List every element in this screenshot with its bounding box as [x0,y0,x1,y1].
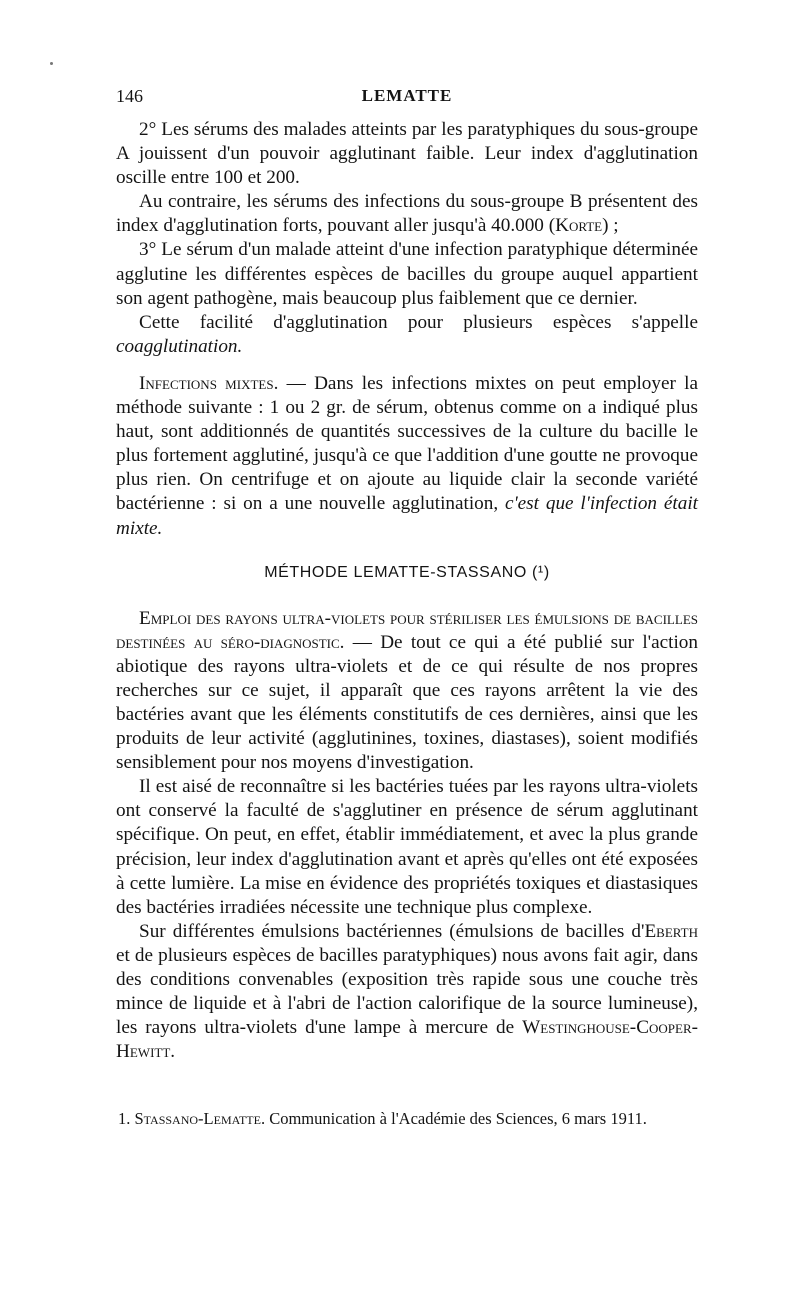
run-in-heading: Infections mixtes. [139,372,279,394]
run-in-heading: Emploi des rayons ultra-violets pour stériliser les émulsions de bacilles destinées au séro-diagnostic. [116,607,698,653]
running-title: LEMATTE [361,86,453,105]
paragraph-coagglutination [116,311,698,359]
section-title-text: MÉTHODE LEMATTE-STASSANO [264,563,527,581]
paragraph-sous-groupe-b [116,190,698,238]
footnote-text: . Communication à l'Académie des Sciences, 6 mars 1911. [260,1109,647,1128]
section-title [116,564,698,582]
footnote-number: 1. [118,1109,131,1128]
author-name: Korte [555,215,603,237]
paragraph-reconnaitre: Il est aisé de reconnaître si les bactéries tuées par les rayons ultra-violets ont conservé la faculté de s'agglutiner en présence de sérum agglutinant spécifique. On peut, en effet, établir immédiatement, et avec la plus grande précision, leur index d'agglutination avant et après qu'elles ont été exposées à cette lumière. La mise en évidence des propriétés toxiques et diastasiques des bactéries irradiées nécessite une technique plus complexe. [116,776,698,918]
footnote-author: Stassano-Lematte [134,1109,261,1128]
footnote-marker: (¹) [531,563,550,581]
paragraph-text: Au contraire, les sérums des infections du sous-groupe B présentent des index d'agglutination forts, pouvant aller jusqu'à 40.000 ( [116,191,698,237]
author-name: Eberth [644,920,698,942]
paragraph-point-3: 3° Le sérum d'un malade atteint d'une infection paratyphique déterminée agglutine les différentes espèces de bacilles du groupe auquel appartient son agent pathogène, mais beaucoup plus faiblement que ce dernier. [116,239,698,309]
paragraph-emploi-rayons [116,607,698,776]
paragraph-text: Cette facilité d'agglutination pour plusieurs espèces s'appelle [139,311,698,333]
author-name: Westinghouse-Cooper-Hewitt [116,1017,698,1063]
paragraph-emulsions [116,920,698,1065]
scan-speck [50,62,53,65]
paragraph-text: Sur différentes émulsions bactériennes (émulsions de bacilles d' [139,920,645,942]
paragraph-text: — Dans les infections mixtes on peut employer la méthode suivante : 1 ou 2 gr. de sérum, obtenus comme on a indiqué plus haut, sont additionnés de quantités successives de la culture du bacille le plus fortement agglutiné, jusqu'à ce que l'addition d'une goutte ne provoque plus rien. On centrifuge et on ajoute au liquide clair la seconde variété bactérienne : si on a une nouvelle agglutination, [116,372,698,515]
italic-term: coagglutination. [116,335,243,357]
page-header [116,86,698,112]
footnote [116,1108,716,1130]
paragraph-infections-mixtes [116,372,698,541]
paragraph-text: et de plusieurs espèces de bacilles paratyphiques) nous avons fait agir, dans des conditions convenables (exposition très rapide sous une couche très mince de liquide et à l'abri de l'action calorifique de la source lumineuse), les rayons ultra-violets d'une lampe à mercure de [116,944,698,1039]
paragraph-text: . [170,1041,176,1063]
italic-conclusion: c'est que l'infection était mixte. [116,493,698,539]
paragraph-text: ) ; [602,215,619,237]
paragraph-sous-groupe-a: 2° Les sérums des malades atteints par les paratyphiques du sous-groupe A jouissent d'un pouvoir agglutinant faible. Leur index d'agglutination oscille entre 100 et 200. [116,119,698,189]
paragraph-text: — De tout ce qui a été publié sur l'action abiotique des rayons ultra-violets et de ce qui résulte de nos propres recherches sur ce sujet, il apparaît que ces rayons arrêtent la vie des bactéries avant que les éléments constitutifs de ces dernières, ainsi que les produits de leur activité (agglutinines, toxines, diastases), soient modifiés sensiblement pour nos moyens d'investigation. [116,631,698,774]
page-body [116,118,698,1064]
page-number: 146 [116,86,143,106]
